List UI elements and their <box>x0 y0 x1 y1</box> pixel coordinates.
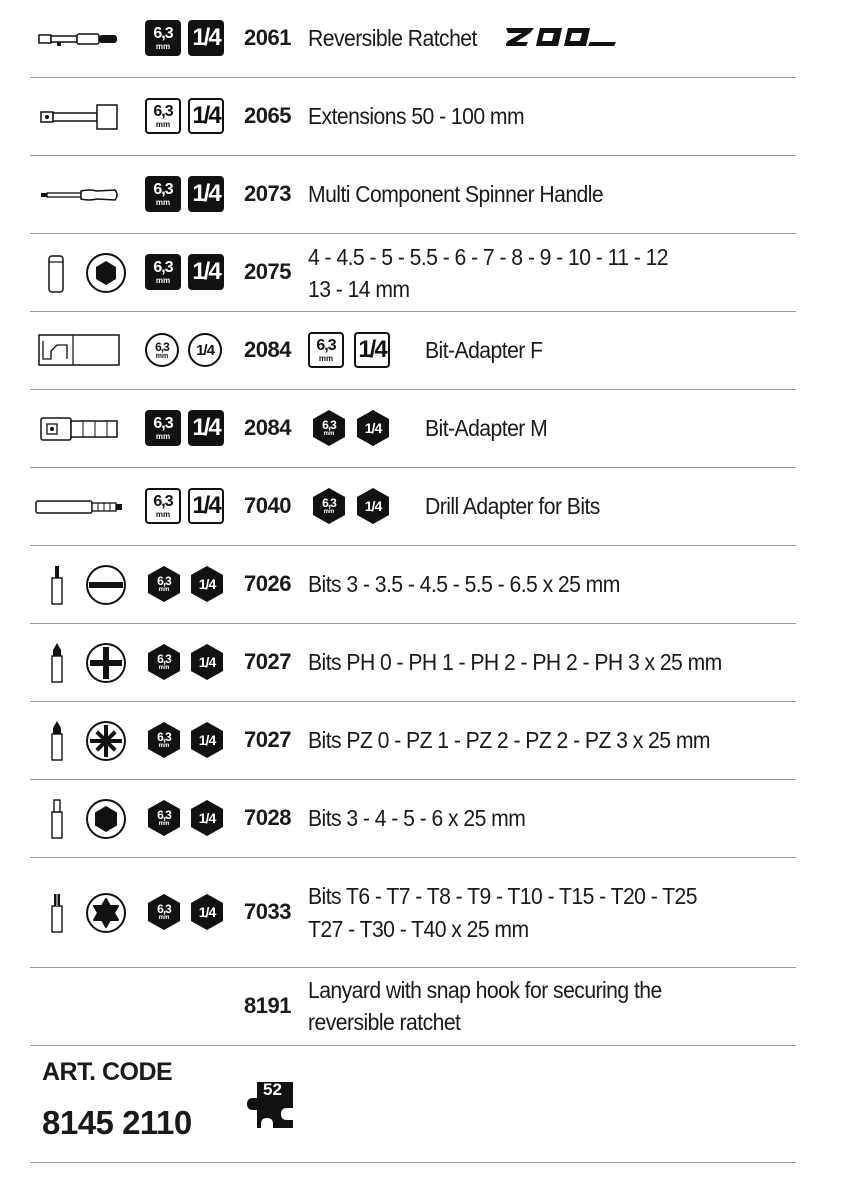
item-description: Reversible Ratchet <box>308 25 477 51</box>
table-row <box>30 390 796 468</box>
inch-1-4-badge: 1/4 <box>188 410 224 446</box>
metric-6-3-badge: 6,3 mm <box>145 410 181 446</box>
table-row <box>30 0 796 78</box>
metric-6-3-hex-badge: 6,3 mm <box>145 565 183 603</box>
spinner-handle-icon <box>34 184 124 206</box>
inch-1-4-round-badge: 1/4 <box>188 333 222 367</box>
metric-6-3-hex-badge: 6,3 mm <box>145 893 183 931</box>
drill-adapter-icon <box>34 496 124 518</box>
inch-1-4-hex-badge: 1/4 <box>188 565 226 603</box>
inch-1-4-badge: 1/4 <box>188 488 224 524</box>
article-code: 7040 <box>244 493 291 518</box>
piece-count: 52 <box>263 1080 282 1099</box>
table-row <box>30 968 796 1046</box>
art-code-label: ART. CODE <box>42 1058 173 1086</box>
inch-1-4-hex-badge: 1/4 <box>188 893 226 931</box>
article-code: 7027 <box>244 727 291 752</box>
bit-adapter-female-icon <box>34 332 124 368</box>
item-description: Bit-Adapter M <box>425 415 548 441</box>
inch-1-4-hex-badge: 1/4 <box>188 721 226 759</box>
inch-1-4-hex-badge: 1/4 <box>354 487 392 525</box>
metric-6-3-badge: 6,3 mm <box>145 98 181 134</box>
item-description-line2: T27 - T30 - T40 x 25 mm <box>308 916 529 942</box>
article-code: 2065 <box>244 103 291 128</box>
item-description-line2: 13 - 14 mm <box>308 276 410 302</box>
table-row <box>30 624 796 702</box>
inch-1-4-hex-badge: 1/4 <box>354 409 392 447</box>
item-description: Extensions 50 - 100 mm <box>308 103 525 129</box>
metric-6-3-hex-badge: 6,3 mm <box>145 643 183 681</box>
art-code-section <box>30 1046 796 1163</box>
table-row <box>30 468 796 546</box>
article-code: 2073 <box>244 181 291 206</box>
slotted-tip-icon <box>85 564 127 606</box>
item-description: Drill Adapter for Bits <box>425 493 600 519</box>
article-code: 2084 <box>244 415 291 440</box>
metric-6-3-round-badge: 6,3 mm <box>145 333 179 367</box>
pozidriv-bit-icon <box>50 720 64 762</box>
z90-logo <box>506 24 616 50</box>
table-row <box>30 312 796 390</box>
phillips-bit-icon <box>50 642 64 684</box>
article-code: 7026 <box>244 571 291 596</box>
article-code: 2084 <box>244 337 291 362</box>
item-description: Bits PH 0 - PH 1 - PH 2 - PH 2 - PH 3 x 25 mm <box>308 649 722 675</box>
item-description: Multi Component Spinner Handle <box>308 181 604 207</box>
item-description: Bits 3 - 3.5 - 4.5 - 5.5 - 6.5 x 25 mm <box>308 571 620 597</box>
inch-1-4-hex-badge: 1/4 <box>188 799 226 837</box>
bit-adapter-male-icon <box>34 412 124 446</box>
table-row <box>30 234 796 312</box>
inch-1-4-badge: 1/4 <box>188 20 224 56</box>
metric-6-3-hex-badge: 6,3 mm <box>145 721 183 759</box>
metric-6-3-badge: 6,3 mm <box>308 332 344 368</box>
inch-1-4-badge: 1/4 <box>188 176 224 212</box>
metric-6-3-badge: 6,3 mm <box>145 488 181 524</box>
metric-6-3-badge: 6,3 mm <box>145 20 181 56</box>
metric-6-3-badge: 6,3 mm <box>145 254 181 290</box>
article-code: 7033 <box>244 899 291 924</box>
item-description-line2: reversible ratchet <box>308 1009 461 1035</box>
torx-bit-icon <box>50 892 64 934</box>
article-code: 2061 <box>244 25 291 50</box>
puzzle-piece-icon <box>245 1078 297 1130</box>
item-description: Bits PZ 0 - PZ 1 - PZ 2 - PZ 2 - PZ 3 x 25 mm <box>308 727 710 753</box>
socket-icon <box>46 254 66 294</box>
inch-1-4-hex-badge: 1/4 <box>188 643 226 681</box>
table-row <box>30 156 796 234</box>
table-row <box>30 780 796 858</box>
hex-tip-icon <box>85 798 127 840</box>
article-code: 8191 <box>244 993 291 1018</box>
table-row <box>30 546 796 624</box>
pozidriv-tip-icon <box>85 720 127 762</box>
article-code: 7027 <box>244 649 291 674</box>
article-code: 2075 <box>244 259 291 284</box>
inch-1-4-badge: 1/4 <box>188 254 224 290</box>
flat-bit-icon <box>50 564 64 606</box>
metric-6-3-hex-badge: 6,3 mm <box>310 409 348 447</box>
metric-6-3-hex-badge: 6,3 mm <box>310 487 348 525</box>
torx-tip-icon <box>85 892 127 934</box>
table-row <box>30 78 796 156</box>
inch-1-4-badge: 1/4 <box>354 332 390 368</box>
metric-6-3-hex-badge: 6,3 mm <box>145 799 183 837</box>
article-code: 7028 <box>244 805 291 830</box>
hex-bit-icon <box>50 798 64 840</box>
art-code-number: 8145 2110 <box>42 1104 192 1141</box>
item-description-line1: Bits T6 - T7 - T8 - T9 - T10 - T15 - T20 - T25 <box>308 883 697 909</box>
metric-6-3-badge: 6,3 mm <box>145 176 181 212</box>
item-description-line1: 4 - 4.5 - 5 - 5.5 - 6 - 7 - 8 - 9 - 10 - 11 - 12 <box>308 244 669 270</box>
phillips-tip-icon <box>85 642 127 684</box>
table-row <box>30 858 796 968</box>
inch-1-4-badge: 1/4 <box>188 98 224 134</box>
table-row <box>30 702 796 780</box>
extension-bar-icon <box>34 100 124 134</box>
hex-socket-end-icon <box>85 252 127 294</box>
item-description: Bit-Adapter F <box>425 337 543 363</box>
item-description-line1: Lanyard with snap hook for securing the <box>308 977 662 1003</box>
ratchet-icon <box>34 28 124 50</box>
item-description: Bits 3 - 4 - 5 - 6 x 25 mm <box>308 805 526 831</box>
